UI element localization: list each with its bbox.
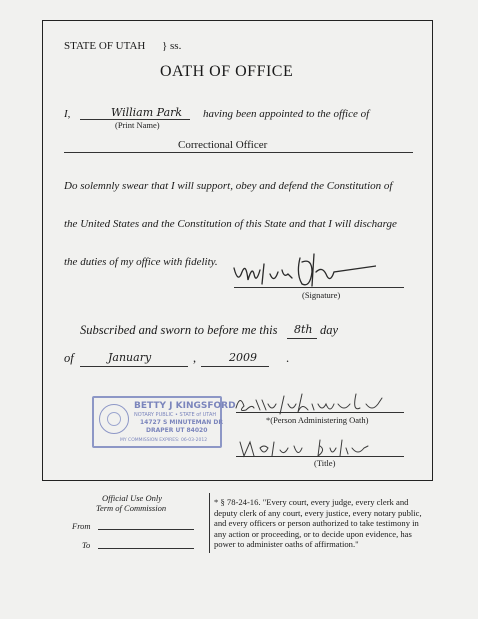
day-value: 8th	[294, 323, 313, 336]
state-label: STATE OF UTAH	[64, 40, 146, 52]
section-divider	[209, 493, 210, 553]
appointment-text: having been appointed to the office of	[203, 108, 370, 120]
term-heading: Term of Commission	[96, 503, 167, 513]
oath-line-3: the duties of my office with fidelity.	[64, 256, 218, 268]
to-line	[98, 548, 194, 549]
month-line	[80, 366, 188, 367]
signature-caption: (Signature)	[302, 290, 341, 300]
stamp-name: BETTY J KINGSFORD	[134, 401, 236, 411]
office-value: Correctional Officer	[178, 139, 268, 151]
date-comma: ,	[193, 351, 197, 365]
to-label: To	[82, 540, 91, 550]
from-label: From	[72, 521, 91, 531]
title-caption: (Title)	[314, 458, 336, 468]
day-line	[287, 338, 317, 339]
printed-name-value: William Park	[111, 106, 183, 119]
stamp-line-2: 14727 S MINUTEMAN DR	[140, 419, 223, 426]
official-use-heading: Official Use Only	[102, 493, 162, 503]
month-value: January	[108, 351, 152, 364]
notary-seal-icon	[99, 404, 129, 434]
ss-label: } ss.	[162, 40, 182, 52]
stamp-line-1: NOTARY PUBLIC • STATE of UTAH	[134, 412, 217, 418]
administrator-line	[236, 412, 404, 413]
officer-signature-image	[226, 244, 376, 296]
year-value: 2009	[229, 351, 257, 364]
statute-text: * § 78-24-16. "Every court, every judge, every clerk and deputy clerk of any court, every justice, every notary public, and every officers or person authorized to take testimony in any action or proceeding, or to decide upon evidence, has power to administer oaths of affirmation."	[214, 497, 422, 550]
date-period: .	[286, 351, 290, 365]
page-title: OATH OF OFFICE	[160, 63, 294, 80]
print-name-caption: (Print Name)	[115, 120, 160, 130]
oath-line-1: Do solemnly swear that I will support, obey and defend the Constitution of	[64, 180, 393, 192]
day-label: day	[320, 323, 339, 337]
of-label: of	[64, 351, 74, 365]
oath-prefix: I,	[64, 108, 71, 120]
stamp-line-4: MY COMMISSION EXPIRES: 06-03-2012	[120, 438, 208, 443]
notary-stamp	[92, 396, 236, 448]
administrator-caption: *(Person Administering Oath)	[266, 415, 369, 425]
signature-line	[234, 287, 404, 288]
office-line	[64, 152, 413, 153]
sworn-text: Subscribed and sworn to before me this	[80, 323, 278, 337]
title-line	[236, 456, 404, 457]
year-line	[201, 366, 269, 367]
oath-line-2: the United States and the Constitution of this State and that I will discharge	[64, 218, 397, 230]
stamp-line-3: DRAPER UT 84020	[146, 427, 208, 434]
from-line	[98, 529, 194, 530]
